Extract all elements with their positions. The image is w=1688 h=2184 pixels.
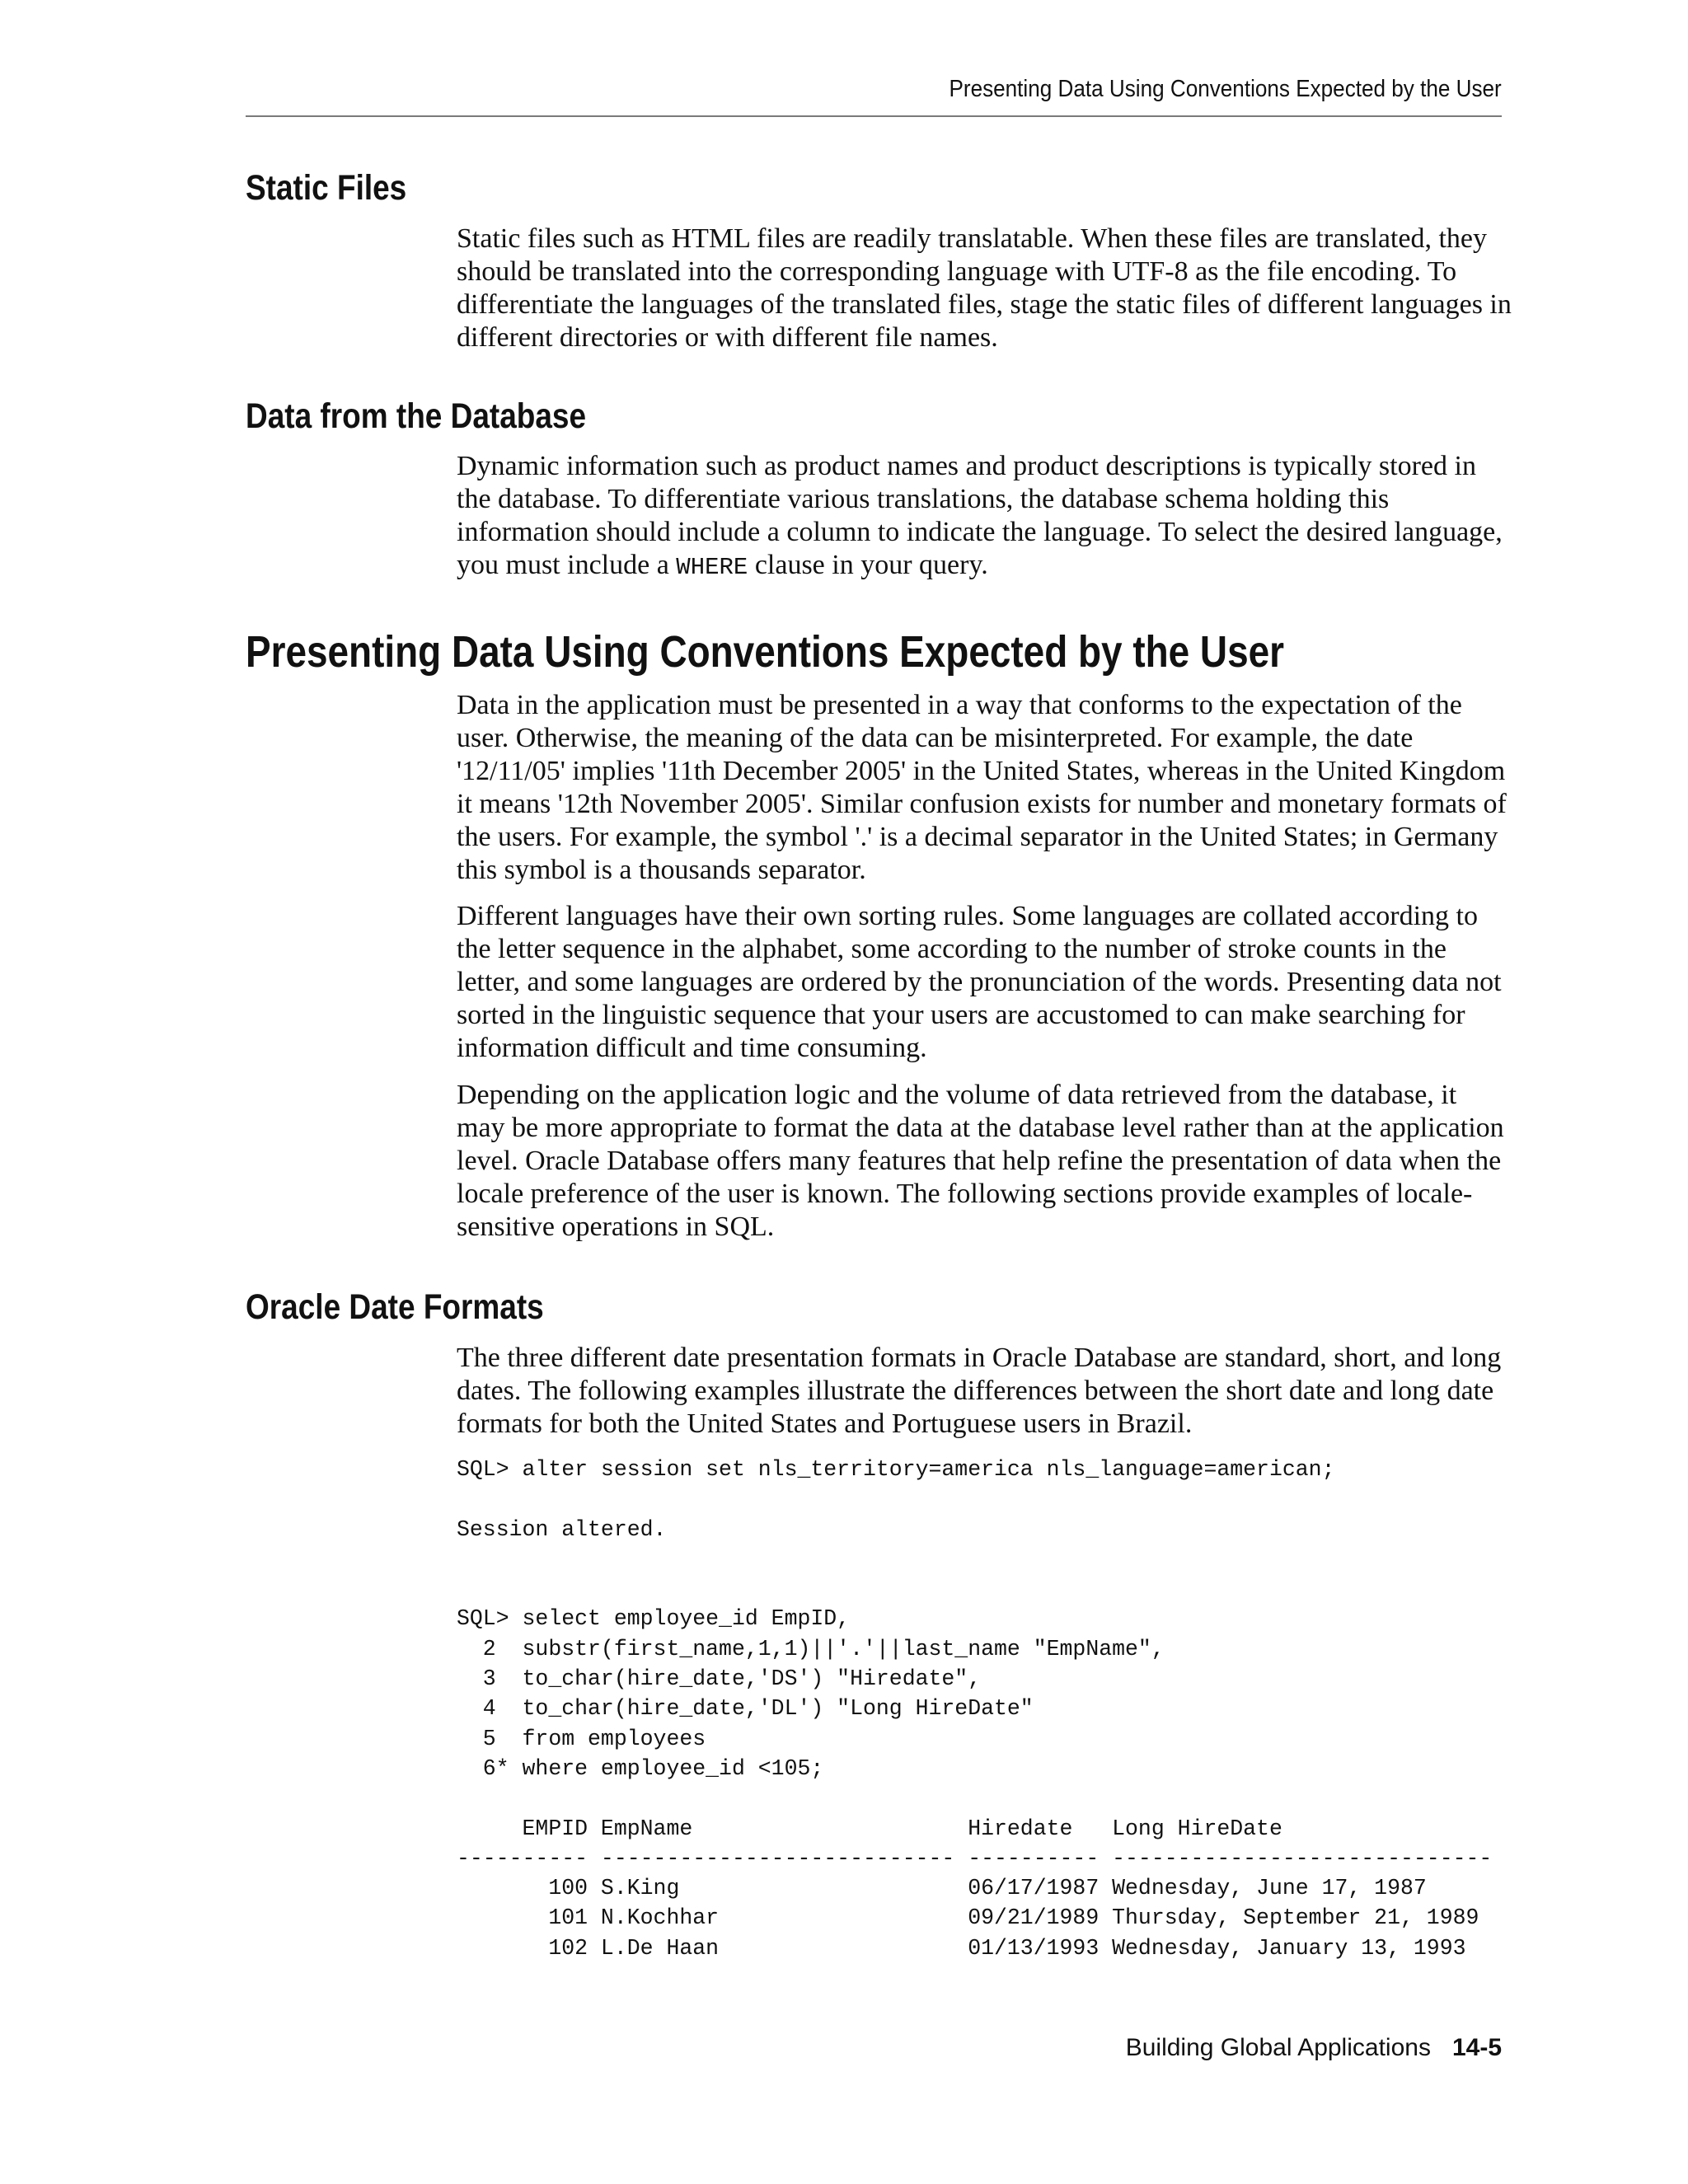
data-from-database-paragraph <box>457 450 1512 584</box>
static-files-paragraph: Static files such as HTML files are readily translatable. When these files are translated, they should be translated into the corresponding language with UTF-8 as the file encoding. To differentiate the languages of the translated files, stage the static files of different languages in different directories or with different file names. <box>457 223 1512 353</box>
page-header <box>246 73 1502 117</box>
footer-book-title: Building Global Applications <box>1125 2034 1431 2061</box>
running-title: Presenting Data Using Conventions Expected by the User <box>949 76 1502 102</box>
presenting-data-paragraph-2: Different languages have their own sorting rules. Some languages are collated according to the letter sequence in the alphabet, some according to the number of stroke counts in the letter, and some languages are ordered by the pronunciation of the words. Presenting data not sorted in the linguistic sequence that your users are accustomed to can make searching for information difficult and time consuming. <box>457 901 1502 1063</box>
oracle-date-formats-heading: Oracle Date Formats <box>246 1287 544 1327</box>
page-footer <box>1126 2034 1502 2062</box>
oracle-date-formats-paragraph: The three different date presentation formats in Oracle Database are standard, short, and long dates. The following examples illustrate the differences between the short date and long date formats for both the United States and Portuguese users in Brazil. <box>457 1343 1502 1439</box>
presenting-data-paragraph-1: Data in the application must be presented in a way that conforms to the expectation of the user. Otherwise, the meaning of the data can be misinterpreted. For example, the date '12/11/05' implies '11th December 2005' in the United States, whereas in the United Kingdom it means '12th November 2005'. Similar confusion exists for number and monetary formats of the users. For example, the symbol '.' is a decimal separator in the United States; in Germany this symbol is a thousands separator. <box>457 690 1507 885</box>
page-number: 14-5 <box>1451 2034 1502 2061</box>
presenting-data-paragraph-3: Depending on the application logic and the volume of data retrieved from the database, it may be more appropriate to format the data at the database level rather than at the application level. Oracle Database offers many features that help refine the presentation of data when the locale preference of the user is known. The following sections provide examples of locale-sensitive operations in SQL. <box>457 1080 1504 1242</box>
data-from-database-heading: Data from the Database <box>246 396 587 436</box>
sql-code-example: SQL> alter session set nls_territory=america nls_language=american; Session altered. SQL> select employee_id EmpID, 2 substr(first_name,1,1)||'.'||last_name "EmpName", 3 to_char(hire_date,'DS') "Hiredate", 4 to_char(hire_date,'DL') "Long HireDate" 5 from employees 6* where employee_id <105; EMPID EmpName Hiredate Long HireDate ---------- --------------------------- ---------- ----------------------------- 100 S.King 06/17/1987 Wednesday, June 17, 1987 101 N.Kochhar 09/21/1989 Thursday, September 21, 1989 102 L.De Haan 01/13/1993 Wednesday, January 13, 1993 <box>457 1457 1493 1961</box>
where-inline-code: WHERE <box>676 554 748 581</box>
paragraph-text-before-code: Dynamic information such as product names and product descriptions is typically stored in the database. To differentiate various translations, the database schema holding this information should include a column to indicate the language. To select the desired language, you must include a <box>457 451 1503 580</box>
presenting-data-heading: Presenting Data Using Conventions Expected by the User <box>246 627 1284 677</box>
paragraph-text-after-code: clause in your query. <box>748 550 988 580</box>
static-files-heading: Static Files <box>246 168 407 208</box>
